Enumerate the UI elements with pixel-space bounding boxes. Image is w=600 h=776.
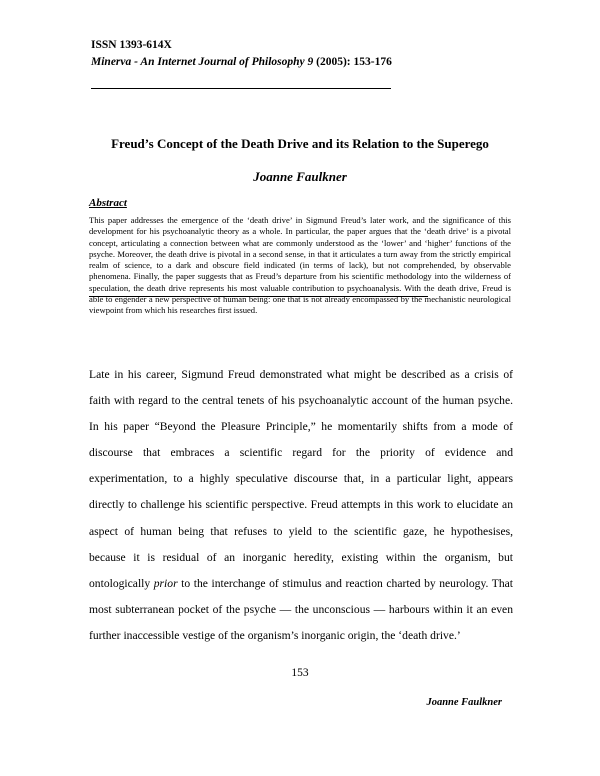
body-paragraph xyxy=(89,362,513,649)
page-number: 153 xyxy=(291,667,309,679)
body-line xyxy=(89,571,513,597)
body-text-fragment: ontologically xyxy=(89,576,154,590)
body-line: faith with regard to the central tenets of his psychoanalytic account of the human psyche. xyxy=(89,394,513,408)
journal-name: Minerva - An Internet Journal of Philosophy 9 xyxy=(91,56,314,68)
journal-citation xyxy=(91,56,392,68)
body-line: discourse that embraces a scientific regard for the priority of evidence and xyxy=(89,446,513,460)
abstract-divider xyxy=(89,296,428,297)
abstract-text: This paper addresses the emergence of the ‘death drive’ in Sigmund Freud’s later work, and the significance of this development for his psychoanalytic theory as a whole. In particular, the paper argues that the ‘death drive’ is a pivotal concept, articulating a connection between what are commonly understood as the ‘lower’ and ‘higher’ functions of the psyche. Moreover, the death drive is pivotal in a second sense, in that it articulates a turn away from the strictly empirical realm of science, to a dark and obscure field indicated (in terms of lack), but not comprehended, by observable phenomena. Finally, the paper suggests that as Freud’s departure from his scientific methodology into the wilderness of speculation, the death drive represents his most valuable contribution to psychoanalysis. With the death drive, Freud is able to engender a new perspective of human being: one that is not already encompassed by the mechanistic neurological viewpoint from which his researches first issued. xyxy=(89,215,511,316)
body-line: directly to challenge his scientific perspective. Freud attempts in this work to elucidate an xyxy=(89,498,513,512)
body-line: experimentation, to a highly speculative discourse that, in a particular light, appears xyxy=(89,472,513,486)
emphasis-prior: prior xyxy=(153,576,178,590)
running-footer-author: Joanne Faulkner xyxy=(426,697,502,708)
body-line: In his paper “Beyond the Pleasure Principle,” he momentarily shifts from a mode of xyxy=(89,420,513,434)
body-line: further inaccessible vestige of the organism’s inorganic origin, the ‘death drive.’ xyxy=(89,628,461,642)
journal-details: (2005): 153-176 xyxy=(313,56,392,68)
article-title: Freud’s Concept of the Death Drive and its Relation to the Superego xyxy=(111,136,489,151)
body-line: because it is residual of an inorganic heredity, existing within the organism, but xyxy=(89,550,513,564)
header-divider xyxy=(91,88,391,89)
body-text xyxy=(89,362,513,649)
issn: ISSN 1393-614X xyxy=(91,39,172,51)
article-author: Joanne Faulkner xyxy=(253,169,347,184)
abstract-heading: Abstract xyxy=(89,197,127,209)
body-text-fragment: to the interchange of stimulus and reaction charted by neurology. That xyxy=(177,576,513,590)
body-line: most subterranean pocket of the psyche — the unconscious — harbours within it an even xyxy=(89,602,513,616)
body-line: aspect of human being that refuses to yield to the scientific gaze, he hypothesises, xyxy=(89,524,513,538)
body-line: Late in his career, Sigmund Freud demonstrated what might be described as a crisis of xyxy=(89,368,513,381)
